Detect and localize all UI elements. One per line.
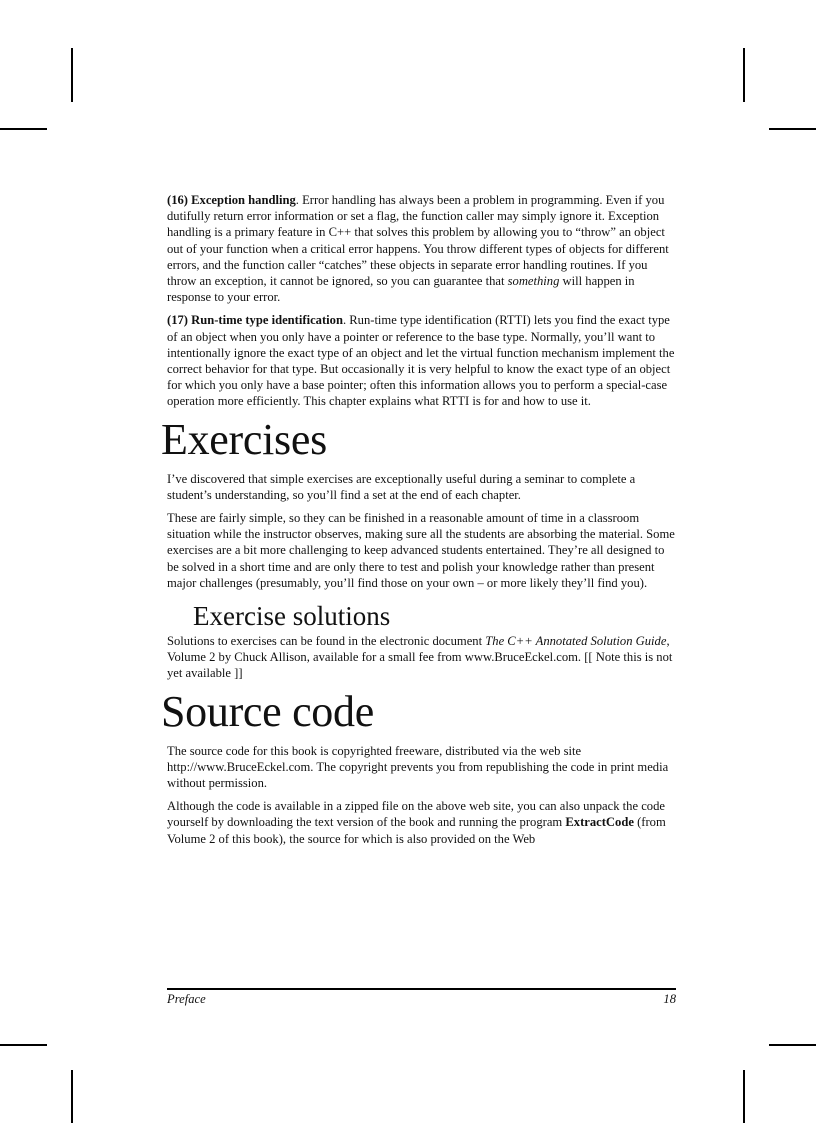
footer-page-number: 18	[663, 992, 676, 1006]
footer-rule	[167, 988, 676, 990]
exercise-solutions-paragraph: Solutions to exercises can be found in the electronic document The C++ Annotated Solution Guide, Volume 2 by Chuck Allison, available for a small fee from www.BruceEckel.com. [[ Note this is not yet available ]]	[167, 634, 673, 681]
footer-chapter-name: Preface	[167, 992, 206, 1006]
crop-mark-top-right-horizontal	[769, 128, 816, 130]
exception-handling-heading: (16) Exception handling	[167, 193, 296, 207]
source-code-paragraph-2: Although the code is available in a zipped file on the above web site, you can also unpack the code yourself by downloading the text version of the book and running the program ExtractCode (from Volume 2 of this book), the source for which is also provided on the Web	[167, 799, 666, 846]
page-body	[161, 192, 677, 854]
crop-mark-top-right-vertical	[743, 48, 745, 102]
crop-mark-bottom-left-horizontal	[0, 1044, 47, 1046]
crop-mark-top-left-vertical	[71, 48, 73, 102]
rtti-heading: (17) Run-time type identification	[167, 313, 343, 328]
crop-mark-bottom-left-vertical	[71, 1070, 73, 1123]
crop-mark-bottom-right-vertical	[743, 1070, 745, 1123]
exception-handling-paragraph: (16) Exception handling. Error handling has always been a problem in programming. Even if you dutifully return error information or set a flag, the function caller may simply ignore it. Exception handling is a primary feature in C++ that solves this problem by allowing you to “throw” an object out of your function when a critical error happens. You throw different types of objects for different errors, and the function caller “catches” these objects in separate error handling routines. If you throw an exception, it cannot be ignored, so you can guarantee that something will happen in response to your error.	[167, 193, 669, 305]
source-code-heading: Source code	[161, 686, 374, 736]
solution-guide-title: The C++ Annotated Solution Guide	[485, 634, 667, 649]
source-code-paragraph-1: The source code for this book is copyrighted freeware, distributed via the web site http://www.BruceEckel.com. The copyright prevents you from republishing the code in print media without permission.	[167, 743, 669, 791]
crop-mark-bottom-right-horizontal	[769, 1044, 816, 1046]
exercises-heading: Exercises	[161, 414, 327, 464]
exercises-paragraph-2: These are fairly simple, so they can be finished in a reasonable amount of time in a classroom situation while the instructor observes, making sure all the students are absorbing the material. Some exercises are a bit more challenging to keep advanced students entertained. They’re all designed to be solved in a short time and are only there to test and polish your knowledge rather than present major challenges (presumably, you’ll find those on your own – or more likely they’ll find you).	[167, 511, 675, 590]
exercise-solutions-heading: Exercise solutions	[193, 601, 391, 632]
extractcode-program-name: ExtractCode	[565, 815, 634, 830]
rtti-paragraph: (17) Run-time type identification. Run-time type identification (RTTI) lets you find the exact type of an object when you only have a pointer or reference to the base type. Normally, you’ll want to intentionally ignore the exact type of an object and let the virtual function mechanism implement the correct behavior for that type. But occasionally it is very helpful to know the exact type of an object for which you only have a base pointer; often this information allows you to perform a special-case operation more efficiently. This chapter explains what RTTI is for and how to use it.	[167, 313, 675, 409]
exercises-paragraph-1: I’ve discovered that simple exercises are exceptionally useful during a seminar to complete a student’s understanding, so you’ll find a set at the end of each chapter.	[167, 471, 636, 502]
crop-mark-top-left-horizontal	[0, 128, 47, 130]
